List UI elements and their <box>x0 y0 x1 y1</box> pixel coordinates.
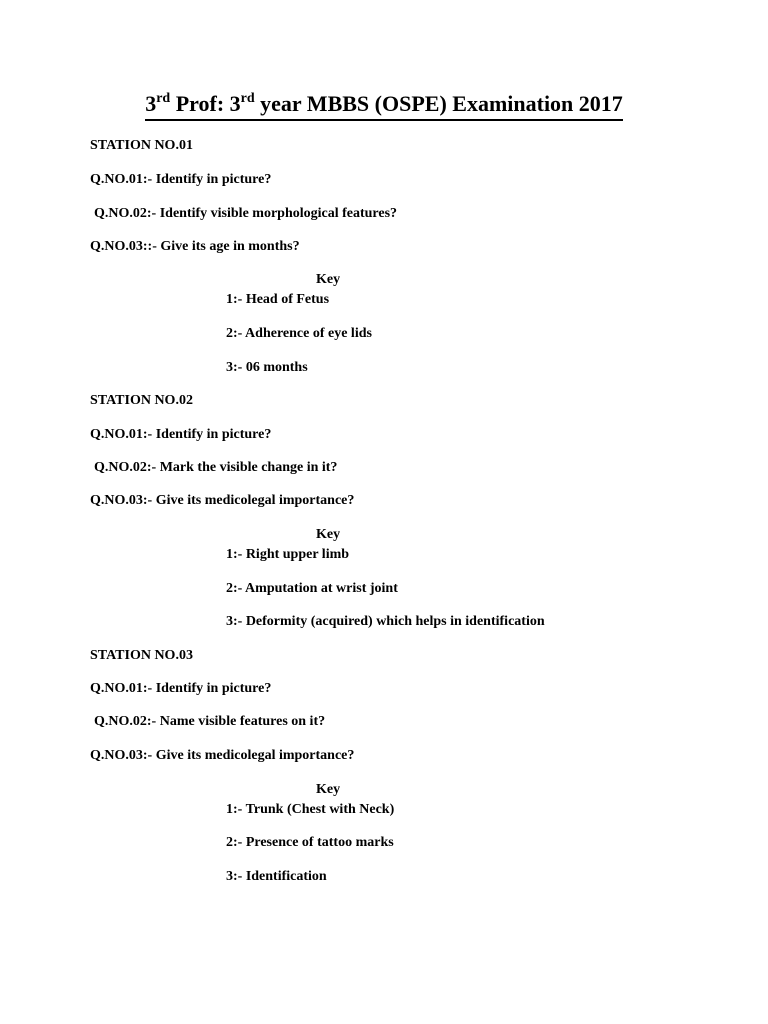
station-1-answer-1: 1:- Head of Fetus <box>226 292 330 307</box>
station-2-heading: STATION NO.02 <box>90 393 193 408</box>
title-year-number: 3 <box>229 91 241 116</box>
station-3-answer-2: 2:- Presence of tattoo marks <box>226 835 394 850</box>
station-2-answer-2: 2:- Amputation at wrist joint <box>226 581 398 596</box>
station-1-question-2: Q.NO.02:- Identify visible morphological features? <box>94 206 398 221</box>
station-1-key-label: Key <box>316 272 341 287</box>
station-1-answer-2: 2:- Adherence of eye lids <box>226 326 372 341</box>
station-2-question-1: Q.NO.01:- Identify in picture? <box>90 427 272 442</box>
station-2-question-3: Q.NO.03:- Give its medicolegal importance? <box>90 493 355 508</box>
station-3-answer-1: 1:- Trunk (Chest with Neck) <box>226 802 395 817</box>
station-2-question-2: Q.NO.02:- Mark the visible change in it? <box>94 460 338 475</box>
title-prefix-superscript: rd <box>156 90 171 106</box>
station-3-key-label: Key <box>316 782 341 797</box>
station-3-question-3: Q.NO.03:- Give its medicolegal importance? <box>90 748 355 763</box>
title-prefix-number: 3 <box>145 91 157 116</box>
station-3-answer-3: 3:- Identification <box>226 869 327 884</box>
station-1-question-3: Q.NO.03::- Give its age in months? <box>90 239 300 254</box>
title-year-superscript: rd <box>240 90 255 106</box>
page-title <box>0 89 768 121</box>
station-3-question-2: Q.NO.02:- Name visible features on it? <box>94 714 326 729</box>
station-1-answer-3: 3:- 06 months <box>226 360 308 375</box>
station-1-heading: STATION NO.01 <box>90 138 193 153</box>
station-1-question-1: Q.NO.01:- Identify in picture? <box>90 172 272 187</box>
station-3-question-1: Q.NO.01:- Identify in picture? <box>90 681 272 696</box>
station-2-key-label: Key <box>316 527 341 542</box>
station-2-answer-3: 3:- Deformity (acquired) which helps in identification <box>226 614 545 629</box>
title-rest: year MBBS (OSPE) Examination 2017 <box>254 91 623 116</box>
station-3-heading: STATION NO.03 <box>90 648 193 663</box>
title-prof: Prof: <box>170 91 230 116</box>
station-2-answer-1: 1:- Right upper limb <box>226 547 350 562</box>
